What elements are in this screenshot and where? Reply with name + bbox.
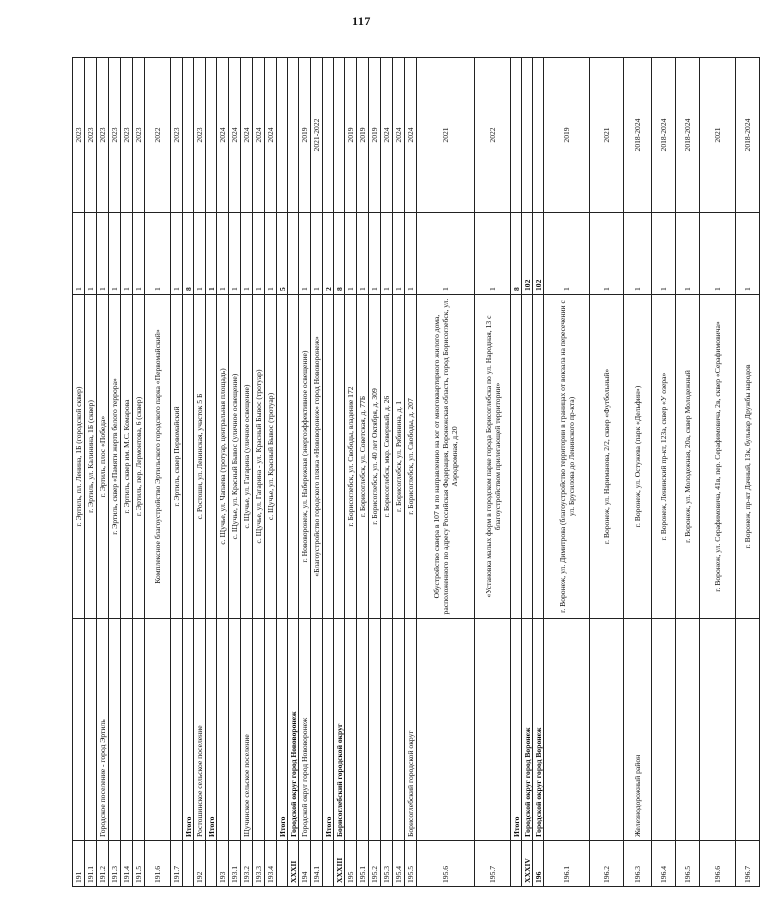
district-cell	[736, 619, 760, 841]
year-cell: 2024	[393, 58, 405, 213]
year-cell: 2021	[417, 58, 475, 213]
quantity-cell: 1	[265, 213, 277, 295]
table-row	[73, 58, 85, 887]
year-cell: 2024	[253, 58, 265, 213]
table-row	[109, 58, 121, 887]
table-row	[345, 58, 357, 887]
year-cell: 2019	[357, 58, 369, 213]
year-cell: 2018-2024	[676, 58, 700, 213]
table-row	[133, 58, 145, 887]
district-cell: Городской округ город Нововоронеж	[288, 619, 299, 841]
district-cell	[590, 619, 624, 841]
table-row	[405, 58, 417, 887]
quantity-cell: 1	[121, 213, 133, 295]
year-cell: 2019	[299, 58, 311, 213]
year-cell	[288, 58, 299, 213]
table-row	[97, 58, 109, 887]
table-row	[121, 58, 133, 887]
row-number-cell: 191.7	[171, 841, 183, 887]
table-row	[323, 58, 334, 887]
address-cell: г. Борисоглебск, ул. 40 лет Октября, д. 309	[369, 295, 381, 619]
table-row	[299, 58, 311, 887]
row-number-cell: 195.1	[357, 841, 369, 887]
table-row	[183, 58, 194, 887]
quantity-cell: 1	[133, 213, 145, 295]
row-number-cell: XXXIV	[522, 841, 533, 887]
quantity-cell: 1	[97, 213, 109, 295]
quantity-cell	[288, 213, 299, 295]
address-cell	[334, 295, 345, 619]
year-cell: 2024	[405, 58, 417, 213]
rotated-table-container	[72, 58, 752, 887]
quantity-cell: 8	[334, 213, 345, 295]
table-row	[265, 58, 277, 887]
year-cell	[323, 58, 334, 213]
quantity-cell: 1	[206, 213, 217, 295]
row-number-cell: 191.5	[133, 841, 145, 887]
table-row	[288, 58, 299, 887]
year-cell: 2019	[369, 58, 381, 213]
address-cell: г. Эртиль, сквер Первомайский	[171, 295, 183, 619]
quantity-cell: 1	[676, 213, 700, 295]
address-cell: г. Воронеж, ул. Остужева (парк «Дельфин»)	[624, 295, 652, 619]
year-cell: 2023	[133, 58, 145, 213]
table-row	[145, 58, 171, 887]
address-cell: с. Щучье, ул. Гагарина - ул. Красный Бывос (тротуар)	[253, 295, 265, 619]
row-number-cell: 194.1	[311, 841, 323, 887]
district-cell: Борисоглебский городской округ	[334, 619, 345, 841]
quantity-cell: 102	[522, 213, 533, 295]
quantity-cell: 1	[652, 213, 676, 295]
address-cell: «Установка малых форм в городском парке города Борисоглебска по ул. Народная, 13 с благоустройством прилегающей территории»	[475, 295, 511, 619]
row-number-cell: 195	[345, 841, 357, 887]
table-row	[311, 58, 323, 887]
row-number-cell: XXXII	[288, 841, 299, 887]
quantity-cell: 1	[544, 213, 590, 295]
table-row	[357, 58, 369, 887]
table-row	[194, 58, 206, 887]
table-row	[277, 58, 288, 887]
address-cell: г. Воронеж, пр-кт Дачный, 13к, бульвар Дружбы народов	[736, 295, 760, 619]
row-number-cell: 196.2	[590, 841, 624, 887]
district-cell	[652, 619, 676, 841]
quantity-cell: 1	[475, 213, 511, 295]
address-cell	[277, 295, 288, 619]
row-number-cell: 196.5	[676, 841, 700, 887]
district-cell: Борисоглебский городской округ	[405, 619, 417, 841]
district-cell	[311, 619, 323, 841]
district-cell	[85, 619, 97, 841]
year-cell	[533, 58, 544, 213]
table-row	[652, 58, 676, 887]
table-row	[736, 58, 760, 887]
quantity-cell: 1	[417, 213, 475, 295]
year-cell: 2023	[109, 58, 121, 213]
row-number-cell: 191.1	[85, 841, 97, 887]
district-cell	[253, 619, 265, 841]
table-body	[73, 58, 760, 887]
quantity-cell: 1	[217, 213, 229, 295]
year-cell: 2019	[544, 58, 590, 213]
data-table	[72, 57, 760, 887]
district-cell	[121, 619, 133, 841]
district-cell: Городское поселение - город Эртиль	[97, 619, 109, 841]
quantity-cell: 102	[533, 213, 544, 295]
year-cell: 2021-2022	[311, 58, 323, 213]
table-row	[253, 58, 265, 887]
address-cell: г. Воронеж, ул. Серафимовича, 41в, пер. Серафимовича, 2в, сквер «Серафимовича»	[700, 295, 736, 619]
year-cell: 2018-2024	[652, 58, 676, 213]
address-cell: с. Щучье, ул. Чапаева (тротуар, центральная площадь)	[217, 295, 229, 619]
district-cell	[393, 619, 405, 841]
quantity-cell: 1	[369, 213, 381, 295]
address-cell	[206, 295, 217, 619]
row-number-cell: 193.1	[229, 841, 241, 887]
quantity-cell: 1	[357, 213, 369, 295]
address-cell: г. Борисоглебск, ул. Свободы, владение 172	[345, 295, 357, 619]
row-number-cell: 191.6	[145, 841, 171, 887]
address-cell: г. Эртиль, сквер «Памяти жертв белого террора»	[109, 295, 121, 619]
address-cell	[288, 295, 299, 619]
table-row	[171, 58, 183, 887]
district-cell	[475, 619, 511, 841]
district-cell: Итого	[277, 619, 288, 841]
row-number-cell: 196.6	[700, 841, 736, 887]
district-cell	[357, 619, 369, 841]
year-cell: 2024	[381, 58, 393, 213]
year-cell: 2024	[229, 58, 241, 213]
table-row	[700, 58, 736, 887]
row-number-cell: 196.4	[652, 841, 676, 887]
row-number-cell: 193	[217, 841, 229, 887]
row-number-cell: 195.2	[369, 841, 381, 887]
quantity-cell: 1	[299, 213, 311, 295]
year-cell: 2022	[145, 58, 171, 213]
row-number-cell: 196	[533, 841, 544, 887]
address-cell: с. Щучье, ул. Красный Бывос (тротуар)	[265, 295, 277, 619]
year-cell: 2018-2024	[624, 58, 652, 213]
address-cell: г. Борисоглебск, ул. Советская, д. 77Б	[357, 295, 369, 619]
address-cell	[511, 295, 522, 619]
district-cell	[345, 619, 357, 841]
row-number-cell: 192	[194, 841, 206, 887]
address-cell: с. Щучье, ул. Гагарина (уличное освещение)	[241, 295, 253, 619]
table-row	[229, 58, 241, 887]
quantity-cell: 1	[700, 213, 736, 295]
year-cell: 2023	[194, 58, 206, 213]
address-cell: г. Эртиль, сквер им. М.С. Комарова	[121, 295, 133, 619]
quantity-cell: 1	[85, 213, 97, 295]
table-row	[85, 58, 97, 887]
address-cell: с. Ростоши, ул. Ленинская, участок 5 Б	[194, 295, 206, 619]
row-number-cell: 193.2	[241, 841, 253, 887]
address-cell: «Благоустройство городского пляжа «Нововоронеж» город Нововоронеж»	[311, 295, 323, 619]
table-row	[522, 58, 533, 887]
row-number-cell: 191.4	[121, 841, 133, 887]
page-number: 117	[352, 14, 371, 28]
address-cell: г. Эртиль, пл. Ленина, 1Б (городской сквер)	[73, 295, 85, 619]
address-cell	[533, 295, 544, 619]
address-cell: г. Воронеж, ул. Димитрова (благоустройство территории в границах от вокзала на пересечении с ул. Брусилова до Ленинского пр-кта)	[544, 295, 590, 619]
year-cell: 2022	[475, 58, 511, 213]
quantity-cell: 1	[624, 213, 652, 295]
year-cell: 2023	[121, 58, 133, 213]
quantity-cell: 1	[736, 213, 760, 295]
row-number-cell: 195.6	[417, 841, 475, 887]
year-cell: 2021	[590, 58, 624, 213]
district-cell	[217, 619, 229, 841]
year-cell	[206, 58, 217, 213]
district-cell	[171, 619, 183, 841]
table-row	[544, 58, 590, 887]
row-number-cell: 193.3	[253, 841, 265, 887]
row-number-cell: 195.7	[475, 841, 511, 887]
district-cell	[145, 619, 171, 841]
row-number-cell: 195.5	[405, 841, 417, 887]
year-cell: 2021	[700, 58, 736, 213]
district-cell: Железнодорожный район	[624, 619, 652, 841]
address-cell: Комплексное благоустройство Эртильского городского парка «Первомайский»	[145, 295, 171, 619]
address-cell: г. Борисоглебск, мкр. Северный, д. 26	[381, 295, 393, 619]
quantity-cell: 1	[171, 213, 183, 295]
address-cell: г. Борисоглебск, ул. Свободы, д. 207	[405, 295, 417, 619]
district-cell	[417, 619, 475, 841]
quantity-cell: 5	[277, 213, 288, 295]
district-cell: Итого	[183, 619, 194, 841]
address-cell	[183, 295, 194, 619]
table-row	[334, 58, 345, 887]
row-number-cell	[277, 841, 288, 887]
quantity-cell: 1	[311, 213, 323, 295]
year-cell: 2018-2024	[736, 58, 760, 213]
address-cell: г. Эртиль, плос «Победа»	[97, 295, 109, 619]
table-row	[217, 58, 229, 887]
address-cell: Обустройство сквера в 107 м по направлению на юг от многоквартирного жилого дома, расположенного по адресу Российская Федерация, Воронежская область, город Борисоглебск, ул. Аэродромная, д.20	[417, 295, 475, 619]
address-cell: г. Воронеж, ул. Нариманова, 2/2, сквер «Футбольный»	[590, 295, 624, 619]
district-cell	[229, 619, 241, 841]
table-row	[533, 58, 544, 887]
district-cell	[265, 619, 277, 841]
table-row	[206, 58, 217, 887]
table-row	[624, 58, 652, 887]
row-number-cell: 194	[299, 841, 311, 887]
table-row	[475, 58, 511, 887]
quantity-cell: 8	[183, 213, 194, 295]
row-number-cell: 191.3	[109, 841, 121, 887]
year-cell	[277, 58, 288, 213]
district-cell: Итого	[206, 619, 217, 841]
row-number-cell: 191.2	[97, 841, 109, 887]
district-cell	[676, 619, 700, 841]
district-cell	[109, 619, 121, 841]
table-row	[511, 58, 522, 887]
quantity-cell: 2	[323, 213, 334, 295]
row-number-cell: 195.4	[393, 841, 405, 887]
district-cell	[73, 619, 85, 841]
row-number-cell	[183, 841, 194, 887]
year-cell: 2023	[97, 58, 109, 213]
year-cell: 2023	[85, 58, 97, 213]
address-cell: г. Эртиль, ул. Калинина, 1Б (сквер)	[85, 295, 97, 619]
row-number-cell	[206, 841, 217, 887]
row-number-cell: XXXIII	[334, 841, 345, 887]
year-cell: 2019	[345, 58, 357, 213]
district-cell: Итого	[323, 619, 334, 841]
quantity-cell: 1	[405, 213, 417, 295]
table-row	[676, 58, 700, 887]
district-cell	[700, 619, 736, 841]
row-number-cell: 196.1	[544, 841, 590, 887]
district-cell: Ростошинское сельское поселение	[194, 619, 206, 841]
address-cell: с. Щучье, ул. Красный Бывос (уличное освещение)	[229, 295, 241, 619]
row-number-cell	[511, 841, 522, 887]
address-cell: г. Воронеж, ул. Молодежная, 20а, сквер Молодежный	[676, 295, 700, 619]
district-cell	[381, 619, 393, 841]
district-cell	[369, 619, 381, 841]
district-cell	[133, 619, 145, 841]
year-cell: 2024	[217, 58, 229, 213]
district-cell	[544, 619, 590, 841]
rotated-table-frame	[72, 58, 752, 887]
year-cell	[183, 58, 194, 213]
year-cell: 2024	[265, 58, 277, 213]
quantity-cell: 1	[241, 213, 253, 295]
year-cell	[511, 58, 522, 213]
address-cell	[522, 295, 533, 619]
district-cell: Городской округ город Воронеж	[533, 619, 544, 841]
quantity-cell: 1	[194, 213, 206, 295]
row-number-cell: 195.3	[381, 841, 393, 887]
quantity-cell: 1	[229, 213, 241, 295]
row-number-cell	[323, 841, 334, 887]
year-cell	[334, 58, 345, 213]
quantity-cell: 1	[145, 213, 171, 295]
row-number-cell: 196.7	[736, 841, 760, 887]
table-row	[393, 58, 405, 887]
year-cell	[522, 58, 533, 213]
address-cell: г. Нововоронеж, ул. Набережная (энергоэффективное освещение)	[299, 295, 311, 619]
row-number-cell: 193.4	[265, 841, 277, 887]
quantity-cell: 1	[393, 213, 405, 295]
row-number-cell: 191	[73, 841, 85, 887]
district-cell: Итого	[511, 619, 522, 841]
district-cell: Щучинское сельское поселение	[241, 619, 253, 841]
address-cell: г. Эртиль, пер. Лермонтова, 6 (сквер)	[133, 295, 145, 619]
quantity-cell: 1	[345, 213, 357, 295]
address-cell	[323, 295, 334, 619]
table-row	[590, 58, 624, 887]
address-cell: г. Воронеж, Ленинский пр-кт, 123а, сквер «У озера»	[652, 295, 676, 619]
address-cell: г. Борисоглебск, ул. Рябинина, д. 1	[393, 295, 405, 619]
district-cell: Городской округ город Воронеж	[522, 619, 533, 841]
quantity-cell: 1	[590, 213, 624, 295]
quantity-cell: 1	[109, 213, 121, 295]
district-cell: Городской округ город Нововоронеж	[299, 619, 311, 841]
row-number-cell: 196.3	[624, 841, 652, 887]
table-row	[241, 58, 253, 887]
year-cell: 2023	[171, 58, 183, 213]
quantity-cell: 1	[381, 213, 393, 295]
table-row	[369, 58, 381, 887]
quantity-cell: 1	[73, 213, 85, 295]
year-cell: 2023	[73, 58, 85, 213]
table-row	[381, 58, 393, 887]
table-row	[417, 58, 475, 887]
quantity-cell: 1	[253, 213, 265, 295]
quantity-cell: 8	[511, 213, 522, 295]
year-cell: 2024	[241, 58, 253, 213]
